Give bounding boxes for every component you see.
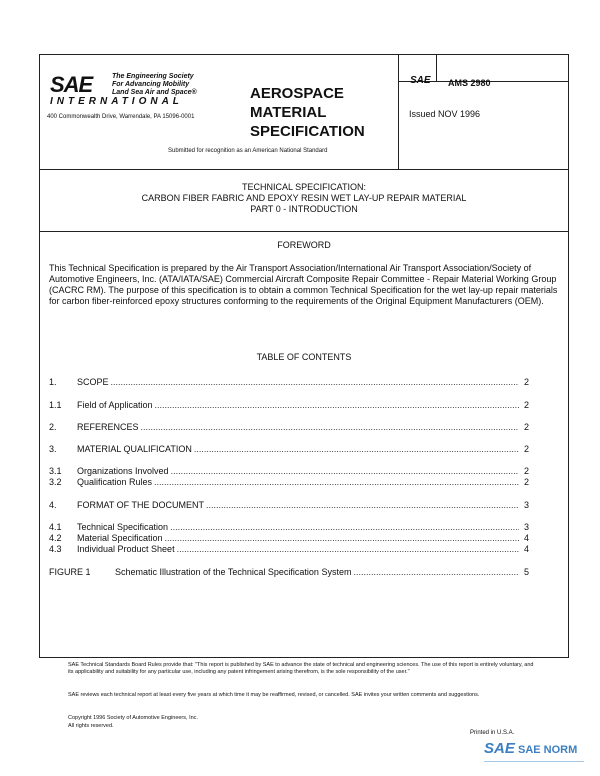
issue-date: Issued NOV 1996 (409, 109, 481, 119)
toc-heading: TABLE OF CONTENTS (256, 352, 352, 362)
sae-international: INTERNATIONAL (50, 96, 183, 107)
sae-logo: SAE (50, 72, 93, 97)
toc-entry[interactable]: 4.1 Technical Specification ..... 3 (49, 522, 529, 532)
printed-note: Printed in U.S.A. (470, 730, 515, 736)
toc-entry[interactable]: 1.1 Field of Application ..... 2 (49, 400, 529, 410)
page-title: AEROSPACE MATERIAL SPECIFICATION (250, 85, 365, 140)
toc-entry[interactable]: 4. FORMAT OF THE DOCUMENT ..... 3 (49, 500, 529, 510)
technical-spec-title: TECHNICAL SPECIFICATION: CARBON FIBER FABRIC AND EPOXY RESIN WET LAY-UP REPAIR MATERIAL PART 0 - INTRODUCTION (141, 182, 467, 214)
divider-header (40, 169, 568, 170)
sae-address: 400 Commonwealth Drive, Warrendale, PA 15096-0001 (47, 114, 195, 120)
toc-entry[interactable]: 2. REFERENCES ..... 2 (49, 422, 529, 432)
sae-norm-watermark: SAE NORM (518, 744, 578, 756)
toc-entry[interactable]: 3.1 Organizations Involved ..... 2 (49, 466, 529, 476)
toc-entry[interactable]: 1. SCOPE ..... 2 (49, 377, 529, 387)
toc-entry[interactable]: 4.3 Individual Product Sheet ..... 4 (49, 544, 529, 554)
doc-number: AMS 2980 (448, 78, 491, 88)
footer-rules: SAE Technical Standards Board Rules provide that: "This report is published by SAE to advance the state of technical and engineering sciences. The use of this report is entirely voluntary, and its applicability and suitability for any particular use, including any patent infringement arising therefrom, is the sole responsibility of the user." (68, 662, 534, 675)
sae-small-logo: SAE (410, 75, 431, 86)
divider-vertical-right (398, 55, 399, 169)
sae-norm-icon: SAE (484, 740, 515, 757)
watermark-underline (484, 761, 584, 762)
footer-rights: All rights reserved. (68, 723, 114, 729)
divider-vertical-sae (436, 55, 437, 81)
toc-entry[interactable]: 4.2 Material Specification ..... 4 (49, 533, 529, 543)
toc-entry[interactable]: 3. MATERIAL QUALIFICATION ..... 2 (49, 444, 529, 454)
toc-figure-entry[interactable]: FIGURE 1 Schematic Illustration of the Technical Specification System ..... 5 (49, 567, 529, 577)
toc-entry[interactable]: 3.2 Qualification Rules ..... 2 (49, 477, 529, 487)
foreword-heading: FOREWORD (277, 240, 331, 250)
foreword-text: This Technical Specification is prepared by the Air Transport Association/International Air Transport Association/Society of Automotive Engineers, Inc. (ATA/IATA/SAE) Commercial Aircraft Composite Repair Committee - Repair Material Working Group (CACRC RM). The purpose of this specification is to obtain a common Technical Specification for the wet lay-up repair materials for carbon fiber-reinforced epoxy structures conforming to the requirements of the Original Equipment Manufacturers (OEM). (49, 263, 558, 306)
footer-review: SAE reviews each technical report at least every five years at which time it may be reaffirmed, revised, or cancelled. SAE invites your written comments and suggestions. (68, 692, 480, 698)
divider-technical (40, 231, 568, 232)
footer-copyright: Copyright 1996 Society of Automotive Engineers, Inc. (68, 715, 198, 721)
submitted-note: Submitted for recognition as an American National Standard (168, 148, 328, 154)
sae-tagline: The Engineering Society For Advancing Mobility Land Sea Air and Space® (112, 73, 197, 96)
